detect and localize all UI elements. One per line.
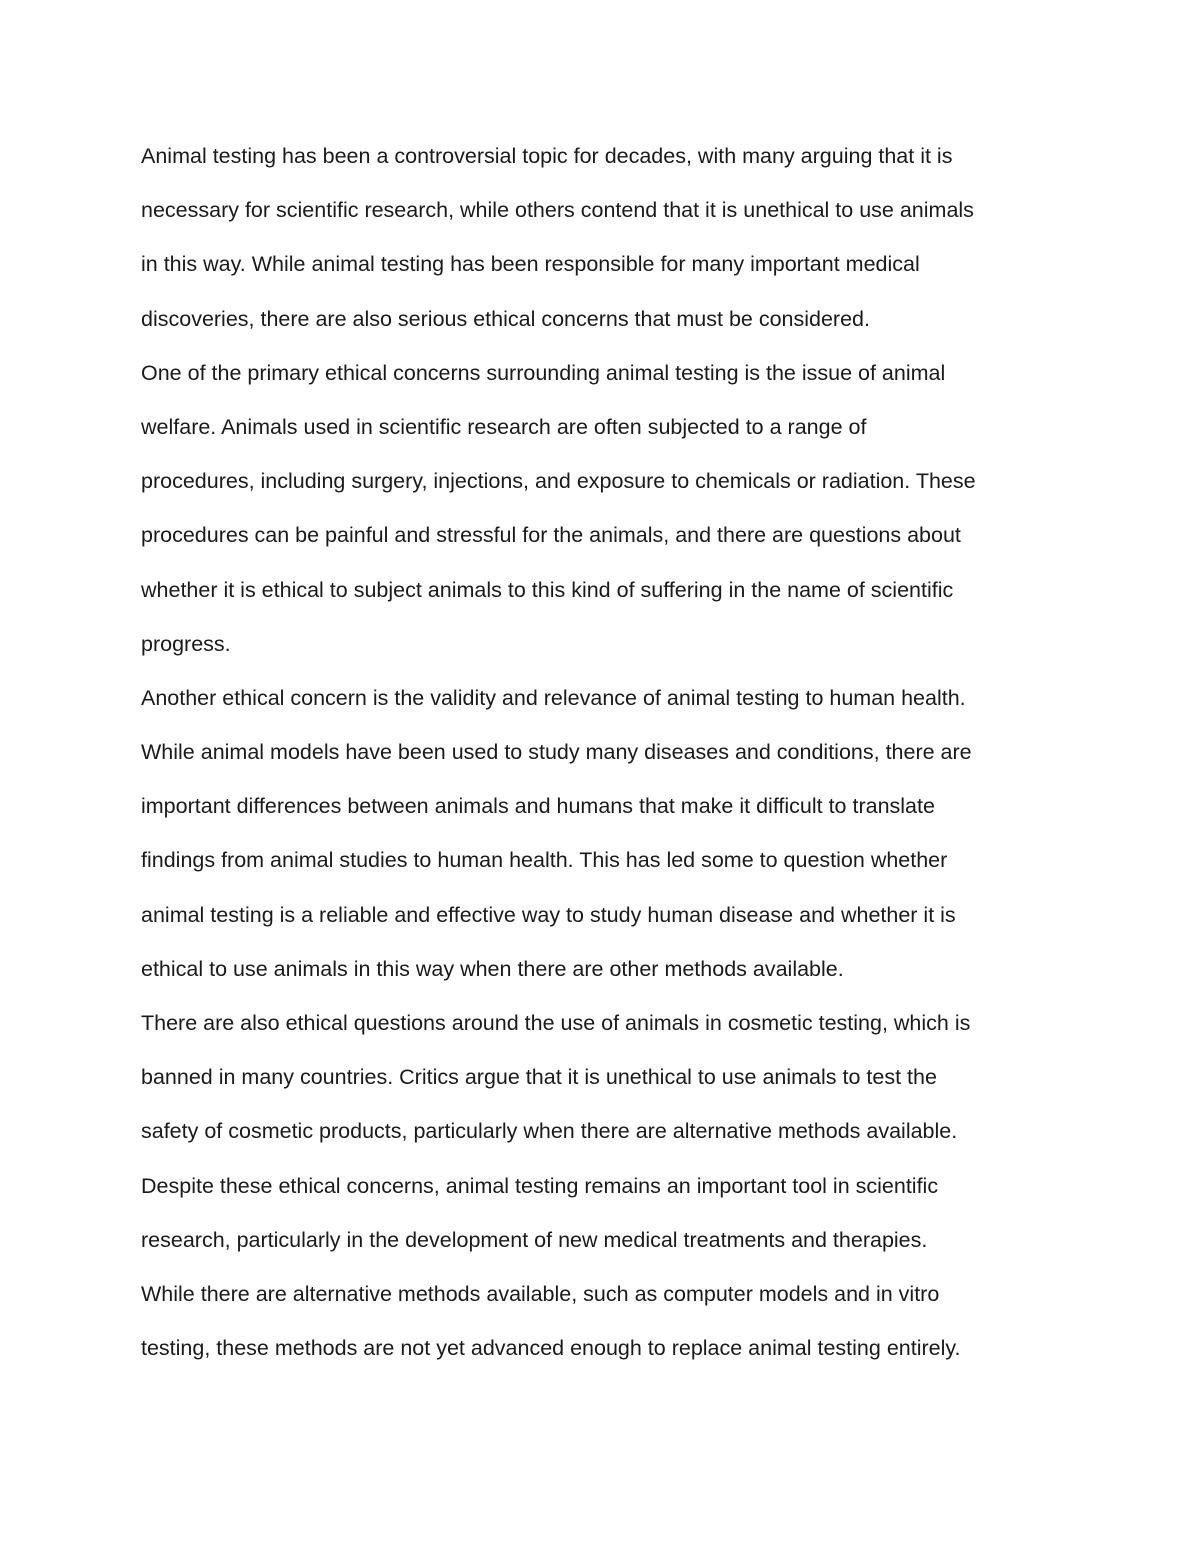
text-line: One of the primary ethical concerns surrounding animal testing is the issue of animal bbox=[141, 360, 946, 385]
text-line: procedures can be painful and stressful for the animals, and there are questions about bbox=[141, 523, 961, 548]
paragraph-cosmetic-testing bbox=[141, 996, 1081, 1159]
document-body bbox=[141, 129, 1081, 1375]
text-line: There are also ethical questions around the use of animals in cosmetic testing, which is bbox=[141, 1011, 971, 1035]
text-line: ethical to use animals in this way when there are other methods available. bbox=[141, 956, 844, 981]
text-line: banned in many countries. Critics argue that it is unethical to use animals to test the bbox=[141, 1065, 937, 1090]
text-line: findings from animal studies to human health. This has led some to question whether bbox=[141, 848, 948, 873]
text-line: While there are alternative methods available, such as computer models and in vitro bbox=[141, 1281, 940, 1306]
text-line: Another ethical concern is the validity and relevance of animal testing to human health. bbox=[141, 685, 966, 710]
text-line: procedures, including surgery, injections, and exposure to chemicals or radiation. These bbox=[141, 469, 976, 494]
text-line: whether it is ethical to subject animals to this kind of suffering in the name of scientific bbox=[141, 577, 954, 602]
text-line: research, particularly in the development of new medical treatments and therapies. bbox=[141, 1227, 928, 1252]
text-line: important differences between animals and humans that make it difficult to translate bbox=[141, 794, 935, 819]
paragraph-animal-welfare bbox=[141, 346, 1081, 671]
text-line: safety of cosmetic products, particularly when there are alternative methods available. bbox=[141, 1119, 958, 1144]
text-line: Despite these ethical concerns, animal testing remains an important tool in scientific bbox=[141, 1173, 939, 1198]
text-line: Animal testing has been a controversial topic for decades, with many arguing that it is bbox=[141, 144, 953, 168]
text-line: necessary for scientific research, while others contend that it is unethical to use animals bbox=[141, 198, 974, 223]
text-line: discoveries, there are also serious ethical concerns that must be considered. bbox=[141, 306, 870, 331]
paragraph-intro bbox=[141, 129, 1081, 346]
text-line: progress. bbox=[141, 631, 231, 656]
text-line: testing, these methods are not yet advanced enough to replace animal testing entirely. bbox=[141, 1336, 961, 1361]
text-line: in this way. While animal testing has been responsible for many important medical bbox=[141, 252, 920, 277]
paragraph-validity bbox=[141, 671, 1081, 996]
text-line: welfare. Animals used in scientific research are often subjected to a range of bbox=[141, 414, 867, 439]
paragraph-conclusion bbox=[141, 1159, 1081, 1376]
text-line: While animal models have been used to study many diseases and conditions, there are bbox=[141, 740, 972, 765]
text-line: animal testing is a reliable and effective way to study human disease and whether it is bbox=[141, 902, 956, 927]
